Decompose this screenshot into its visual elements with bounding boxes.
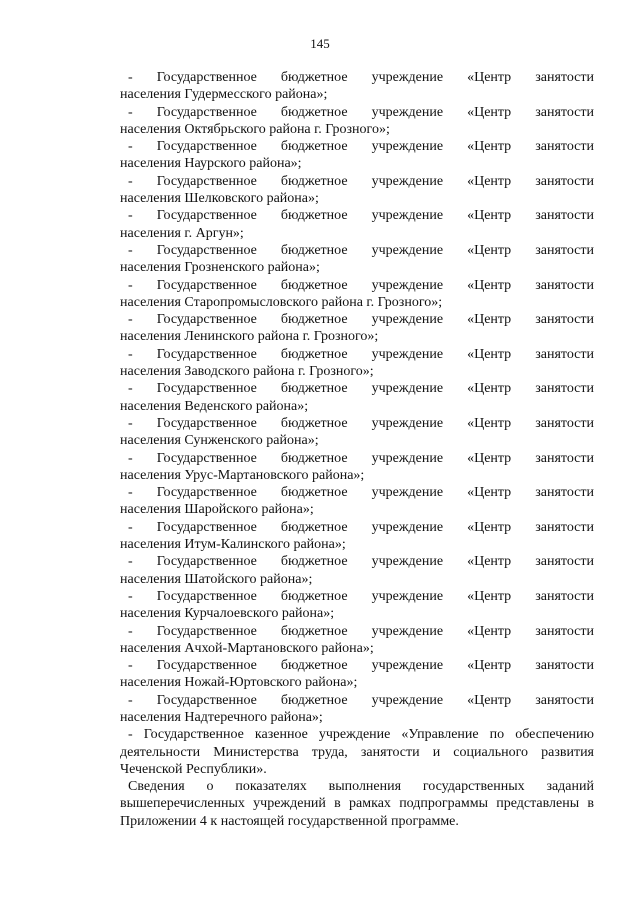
kazennoe-item (120, 726, 594, 778)
list-item (120, 277, 594, 312)
list-item-line-2: населения Гудермесского района»; (120, 87, 328, 103)
list-item-line-1: - Государственное бюджетное учреждение «Центр занятости (128, 173, 594, 189)
list-item-line-1: - Государственное бюджетное учреждение «Центр занятости (128, 104, 594, 120)
list-item-line-2: населения Веденского района»; (120, 398, 309, 414)
list-item-line-2: населения г. Аргун»; (120, 225, 244, 241)
list-item (120, 207, 594, 242)
list-item-line-2: населения Итум-Калинского района»; (120, 537, 346, 553)
list-item (120, 138, 594, 173)
list-item-line-2: населения Ножай-Юртовского района»; (120, 675, 358, 691)
kazennoe-line-3: Чеченской Республики». (120, 761, 267, 777)
list-item-line-1: - Государственное бюджетное учреждение «Центр занятости (128, 312, 594, 328)
list-item-line-1: - Государственное бюджетное учреждение «Центр занятости (128, 208, 594, 224)
list-item (120, 346, 594, 381)
list-item-line-1: - Государственное бюджетное учреждение «Центр занятости (128, 588, 594, 604)
list-item (120, 519, 594, 554)
svedeniya-line-1: Сведения о показателях выполнения государственных заданий (128, 779, 594, 795)
svedeniya-line-2: вышеперечисленных учреждений в рамках подпрограммы представлены в (120, 796, 594, 812)
list-item-line-2: населения Заводского района г. Грозного»; (120, 364, 374, 380)
kazennoe-line-1: - Государственное казенное учреждение «Управление по обеспечению (128, 727, 594, 743)
list-item (120, 450, 594, 485)
list-item-line-1: - Государственное бюджетное учреждение «Центр занятости (128, 623, 594, 639)
list-item (120, 692, 594, 727)
list-item-line-2: населения Надтеречного района»; (120, 709, 323, 725)
list-item-line-2: населения Урус-Мартановского района»; (120, 467, 365, 483)
list-item-line-1: - Государственное бюджетное учреждение «Центр занятости (128, 658, 594, 674)
list-item (120, 623, 594, 658)
document-body (120, 69, 594, 830)
list-item (120, 588, 594, 623)
list-item-line-2: населения Старопромысловского района г. Грозного»; (120, 294, 443, 310)
list-item-line-2: населения Шелковского района»; (120, 191, 319, 207)
list-item-line-2: населения Сунженского района»; (120, 433, 319, 449)
list-item-line-1: - Государственное бюджетное учреждение «Центр занятости (128, 692, 594, 708)
list-item-line-1: - Государственное бюджетное учреждение «Центр занятости (128, 415, 594, 431)
list-item-line-1: - Государственное бюджетное учреждение «Центр занятости (128, 450, 594, 466)
list-item (120, 553, 594, 588)
list-item-line-1: - Государственное бюджетное учреждение «Центр занятости (128, 70, 594, 85)
list-item (120, 311, 594, 346)
page-number: 145 (310, 36, 330, 51)
list-item-line-1: - Государственное бюджетное учреждение «Центр занятости (128, 139, 594, 155)
kazennoe-line-2: деятельности Министерства труда, занятости и социального развития (120, 744, 594, 760)
institution-list (120, 69, 594, 726)
svedeniya-paragraph (120, 778, 594, 830)
list-item (120, 104, 594, 139)
list-item (120, 242, 594, 277)
list-item-line-1: - Государственное бюджетное учреждение «Центр занятости (128, 554, 594, 570)
list-item-line-1: - Государственное бюджетное учреждение «Центр занятости (128, 519, 594, 535)
list-item (120, 657, 594, 692)
svedeniya-line-3: Приложении 4 к настоящей государственной программе. (120, 813, 459, 829)
list-item-line-1: - Государственное бюджетное учреждение «Центр занятости (128, 485, 594, 501)
list-item (120, 380, 594, 415)
list-item-line-2: населения Шатойского района»; (120, 571, 313, 587)
list-item-line-1: - Государственное бюджетное учреждение «Центр занятости (128, 277, 594, 293)
list-item (120, 484, 594, 519)
list-item-line-2: населения Курчалоевского района»; (120, 606, 335, 622)
list-item (120, 69, 594, 104)
list-item-line-2: населения Грозненского района»; (120, 260, 320, 276)
list-item-line-2: населения Шаройского района»; (120, 502, 314, 518)
list-item-line-2: населения Октябрьского района г. Грозного»; (120, 121, 390, 137)
list-item-line-2: населения Наурского района»; (120, 156, 302, 172)
list-item (120, 173, 594, 208)
list-item-line-1: - Государственное бюджетное учреждение «Центр занятости (128, 381, 594, 397)
list-item-line-1: - Государственное бюджетное учреждение «Центр занятости (128, 346, 594, 362)
list-item (120, 415, 594, 450)
list-item-line-1: - Государственное бюджетное учреждение «Центр занятости (128, 242, 594, 258)
list-item-line-2: населения Ленинского района г. Грозного»; (120, 329, 379, 345)
list-item-line-2: населения Ачхой-Мартановского района»; (120, 640, 374, 656)
